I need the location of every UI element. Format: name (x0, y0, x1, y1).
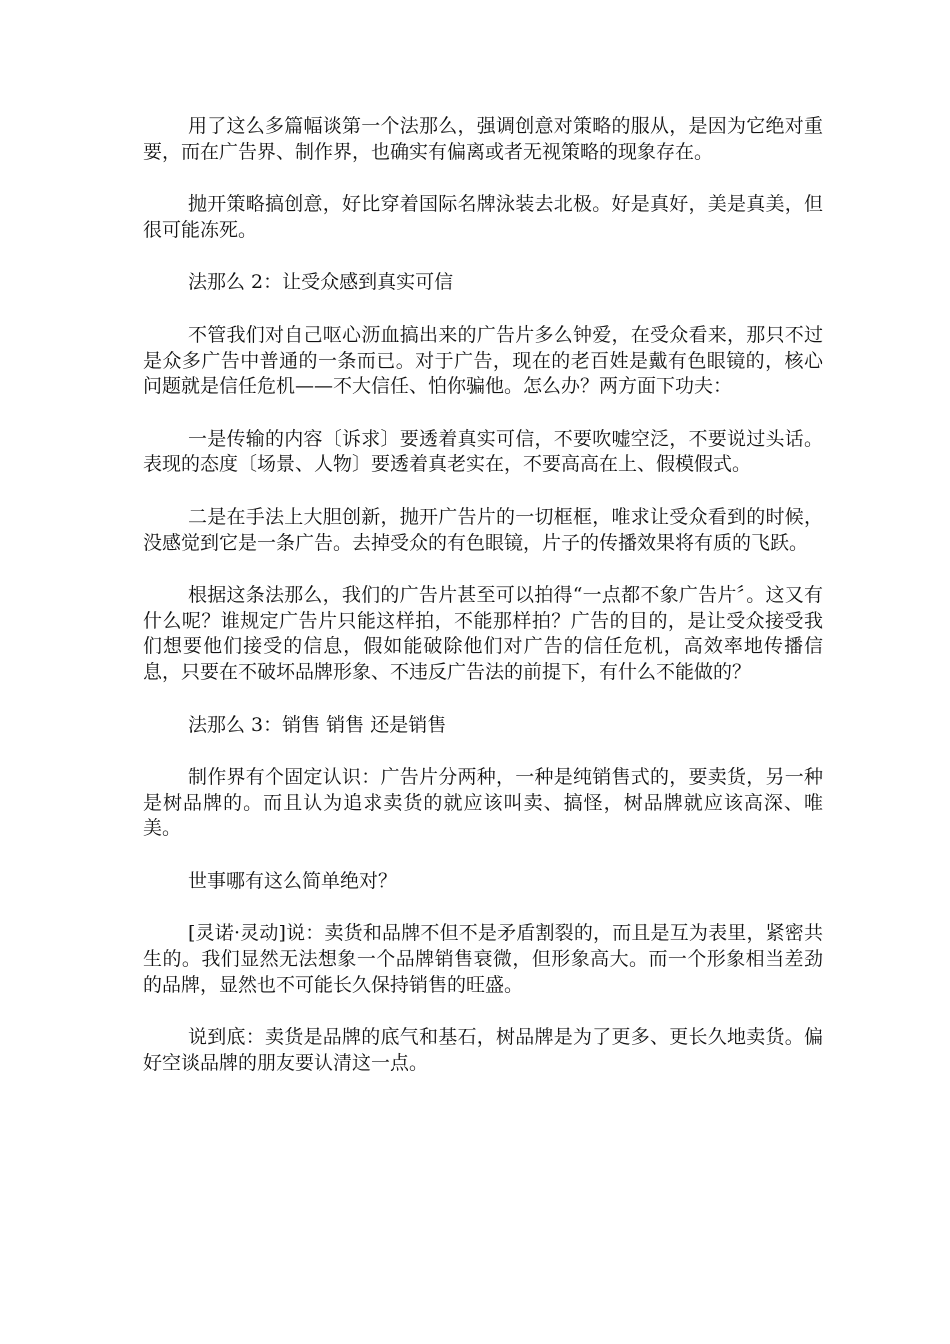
paragraph-8: 世事哪有这么简单绝对？ (188, 869, 398, 892)
paragraph-10: 说到底：卖货是品牌的底气和基石，树品牌是为了更多、更长久地卖货。偏好空谈品牌的朋友要认清这一点。 (143, 1026, 823, 1074)
paragraph-9: [灵诺·灵动]说：卖货和品牌不但不是矛盾割裂的，而且是互为表里，紧密共生的。我们显然无法想象一个品牌销售衰微，但形象高大。而一个形象相当差劲的品牌，显然也不可能长久保持销售的旺盛。 (143, 922, 823, 996)
paragraph-2: 抛开策略搞创意，好比穿着国际名牌泳装去北极。好是真好，美是真美，但很可能冻死。 (143, 193, 823, 241)
paragraph-6: 根据这条法那么，我们的广告片甚至可以拍得“一点都不象广告片〞。这又有什么呢？谁规定广告片只能这样拍，不能那样拍？广告的目的，是让受众接受我们想要他们接受的信息，假如能破除他们对广告的信任危机，高效率地传播信息，只要在不破坏品牌形象、不违反广告法的前提下，有什么不能做的？ (143, 584, 823, 683)
section-heading-rule-2: 法那么 2：让受众感到真实可信 (188, 271, 454, 294)
paragraph-7: 制作界有个固定认识：广告片分两种，一种是纯销售式的，要卖货，另一种是树品牌的。而且认为追求卖货的就应该叫卖、搞怪，树品牌就应该高深、唯美。 (143, 766, 823, 840)
paragraph-4: 一是传输的内容〔诉求〕要透着真实可信，不要吹嘘空泛，不要说过头话。表现的态度〔场景、人物〕要透着真老实在，不要高高在上、假模假式。 (143, 427, 823, 476)
paragraph-3: 不管我们对自己呕心沥血搞出来的广告片多么钟爱，在受众看来，那只不过是众多广告中普通的一条而已。对于广告，现在的老百姓是戴有色眼镜的，核心问题就是信任危机——不大信任、怕你骗他。怎么办？两方面下功夫： (143, 323, 823, 398)
paragraph-1: 用了这么多篇幅谈第一个法那么，强调创意对策略的服从，是因为它绝对重要，而在广告界、制作界，也确实有偏离或者无视策略的现象存在。 (143, 115, 823, 163)
document-body (143, 114, 823, 1103)
section-heading-rule-3: 法那么 3：销售 销售 还是销售 (188, 713, 447, 736)
paragraph-5: 二是在手法上大胆创新，抛开广告片的一切框框，唯求让受众看到的时候，没感觉到它是一条广告。去掉受众的有色眼镜，片子的传播效果将有质的飞跃。 (143, 505, 823, 554)
